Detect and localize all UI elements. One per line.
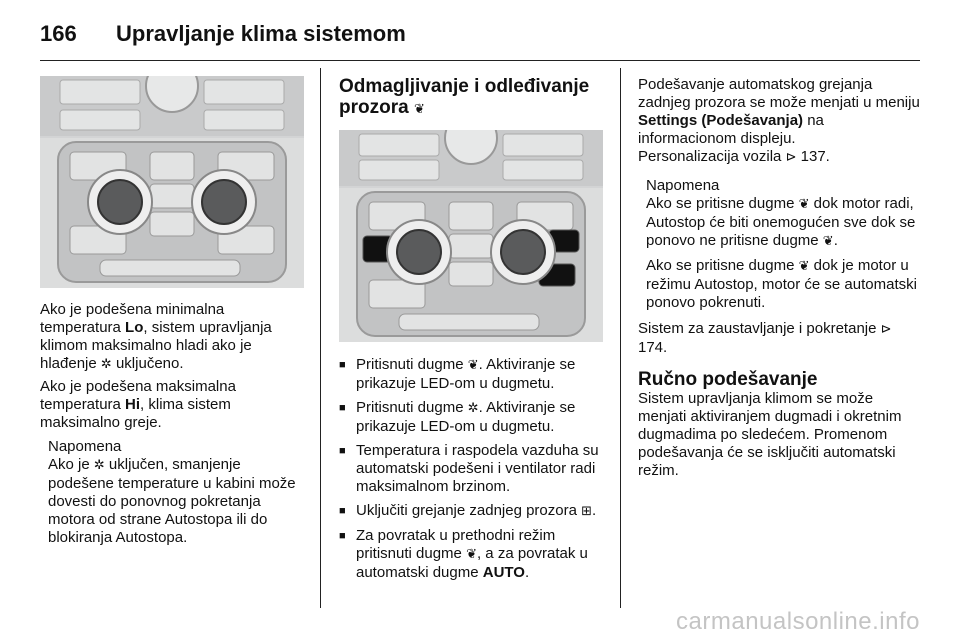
column-1 [40, 76, 306, 547]
climate-panel-illustration [40, 76, 304, 288]
rear-window-heating-icon: ⊞ [581, 504, 593, 519]
lo-label: Lo [125, 319, 144, 336]
note-col1: Napomena Ako je ✲ uključen, smanjenje podešene temperature u kabini može dovesti do ponovnog pokretanja motora od strane Autostopa ili do blokiranja Autostopa. [48, 438, 306, 547]
paragraph-settings: Podešavanje automatskog grejanja zadnjeg prozora se može menjati u meniju Settings (Podešavanja) na informacionom displeju. Personalizacija vozila ⊳ 137. [638, 76, 920, 165]
column-divider-1 [320, 68, 321, 608]
paragraph-manual: Sistem upravljanja klimom se može menjati aktiviranjem dugmadi i okretnim dugmadima po sledećem. Promenom podešavanja će se isključiti automatski režim. [638, 390, 902, 479]
list-item: ■ Pritisnuti dugme ✲. Aktiviranje se prikazuje LED-om u dugmetu. [339, 399, 605, 436]
windshield-defrost-icon: ❦ [466, 547, 477, 562]
column-3 [638, 76, 922, 484]
arrow-ref-icon: ⊳ [785, 150, 797, 165]
page-title: Upravljanje klima sistemom [116, 21, 406, 46]
note-title: Napomena [48, 438, 122, 455]
snowflake-icon: ✲ [100, 357, 112, 372]
windshield-defrost-icon: ❦ [798, 197, 810, 212]
climate-panel-illustration-defrost [339, 130, 603, 342]
page-reference: 137. [800, 148, 830, 165]
snowflake-icon: ✲ [467, 401, 479, 416]
note-col3: Napomena Ako se pritisne dugme ❦ dok motor radi, Autostop će biti onemogućen sve dok se ponovo ne pritisne dugme ❦. Ako se pritisne dugme ❦ dok je motor u režimu Autostop, motor će se automatski ponovo pokrenuti. [646, 177, 922, 312]
windshield-defrost-icon: ❦ [413, 102, 425, 117]
paragraph-hi: Ako je podešena maksimalna temperatura Hi, klima sistem maksimalno greje. [40, 378, 236, 431]
auto-label: AUTO [482, 564, 525, 581]
section-heading-manual: Ručno podešavanje [638, 369, 818, 390]
climate-panel-photo-2 [339, 130, 603, 342]
header-rule [40, 60, 920, 61]
arrow-ref-icon: ⊳ [880, 322, 892, 337]
climate-panel-photo-1 [40, 76, 304, 288]
paragraph-stop-start: Sistem za zaustavljanje i pokretanje ⊳ 174. [638, 320, 892, 356]
page-reference: 174. [638, 339, 668, 356]
defog-steps-list [339, 356, 605, 582]
column-divider-2 [620, 68, 621, 608]
hi-label: Hi [125, 396, 141, 413]
list-item: ■ Temperatura i raspodela vazduha su automatski podešeni i ventilator radi maksimalnom brzinom. [339, 442, 605, 496]
paragraph-lo: Ako je podešena minimalna temperatura Lo, sistem upravljanja klimom maksimalno hladi ako je hlađenje ✲ uključeno. [40, 301, 272, 372]
page-number: 166 [40, 21, 77, 46]
windshield-defrost-icon: ❦ [822, 234, 834, 249]
windshield-defrost-icon: ❦ [467, 358, 479, 373]
watermark: carmanualsonline.info [676, 608, 920, 635]
settings-label: Settings (Podešavanja) [638, 112, 804, 129]
column-2 [339, 76, 605, 588]
page-header [40, 16, 406, 52]
windshield-defrost-icon: ❦ [798, 259, 810, 274]
list-item: ■ Uključiti grejanje zadnjeg prozora ⊞. [339, 502, 605, 521]
note-title: Napomena [646, 177, 720, 194]
list-item: ■ Za povratak u prethodni režim pritisnuti dugme ❦, a za povratak u automatski dugme AUTO. [339, 527, 605, 582]
snowflake-icon: ✲ [93, 458, 105, 473]
section-heading-defog: Odmagljivanje i odleđivanje prozora ❦ [339, 76, 590, 118]
list-item: ■ Pritisnuti dugme ❦. Aktiviranje se prikazuje LED-om u dugmetu. [339, 356, 605, 393]
